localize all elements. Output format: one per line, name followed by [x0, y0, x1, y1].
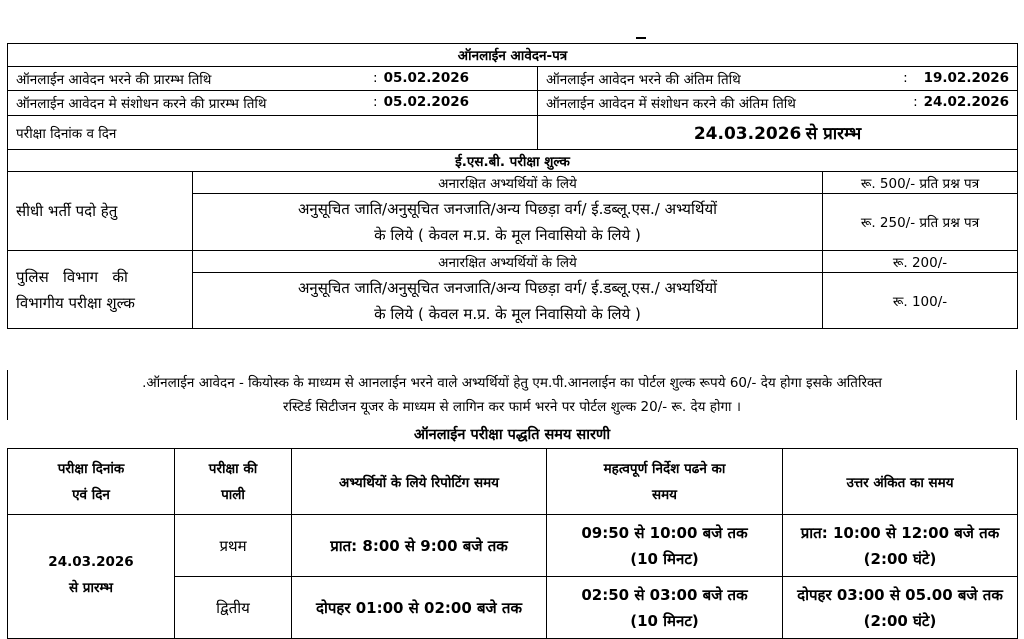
- correction-start-cell: ऑनलाईन आवेदन मे संशोधन करने की प्रारम्भ तिथि : 05.02.2026: [8, 91, 538, 116]
- police-departmental-label: पुलिस विभाग की विभागीय परीक्षा शुल्क: [8, 251, 193, 329]
- instructions-first: 09:50 से 10:00 बजे तक (10 मिनट): [547, 515, 783, 577]
- end-date-cell: ऑनलाईन आवेदन भरने की अंतिम तिथि : 19.02.2026: [538, 67, 1018, 91]
- header-reporting: अभ्यर्थियों के लिये रिपोटिंग समय: [292, 449, 547, 515]
- direct-reserved-label: अनुसूचित जाति/अनुसूचित जनजाति/अन्य पिछड़ा वर्ग/ ई.डब्लू.एस./ अभ्यर्थियों के लिये ( केवल म.प्र. के मूल निवासियो के लिये ): [193, 194, 823, 251]
- schedule-title: ऑनलाईन परीक्षा पद्धति समय सारणी: [413, 427, 611, 443]
- application-table: [7, 43, 1018, 329]
- direct-recruitment-label: सीधी भर्ती पदो हेतु: [8, 172, 193, 251]
- start-date-value: 05.02.2026: [383, 69, 469, 86]
- shift-first: प्रथम: [175, 515, 292, 577]
- answer-first: प्रात: 10:00 से 12:00 बजे तक (2:00 घंटे): [783, 515, 1018, 577]
- start-date-cell: ऑनलाईन आवेदन भरने की प्रारम्भ तिथि : 05.02.2026: [8, 67, 538, 91]
- direct-unreserved-label: अनारक्षित अभ्यर्थियों के लिये: [193, 172, 823, 194]
- answer-second: दोपहर 03:00 से 05.00 बजे तक (2:00 घंटे): [783, 577, 1018, 639]
- correction-end-cell: ऑनलाईन आवेदन में संशोधन करने की अंतिम तिथि : 24.02.2026: [538, 91, 1018, 116]
- correction-start-label: ऑनलाईन आवेदन मे संशोधन करने की प्रारम्भ तिथि: [16, 96, 267, 112]
- header-instructions: महत्वपूर्ण निर्देश पढने का समय: [547, 449, 783, 515]
- correction-end-value: 24.02.2026: [923, 94, 1010, 110]
- start-date-label: ऑनलाईन आवेदन भरने की प्रारम्भ तिथि: [16, 71, 212, 88]
- portal-note-line1: .ऑनलाईन आवेदन - कियोस्क के माध्यम से आनलाईन भरने वाले अभ्यर्थियों हेतु एम.पी.आनलाईन का पोर्टल शुल्क रूपये 60/- देय होगा इसके अतिरिक्त: [142, 375, 882, 391]
- police-unreserved-amount: रू. 200/-: [823, 251, 1018, 273]
- fee-title: ई.एस.बी. परीक्षा शुल्क: [8, 150, 1018, 172]
- end-date-value: 19.02.2026: [923, 69, 1010, 86]
- correction-end-label: ऑनलाईन आवेदन में संशोधन करने की अंतिम तिथि: [546, 96, 796, 112]
- police-unreserved-label: अनारक्षित अभ्यर्थियों के लिये: [193, 251, 823, 273]
- direct-reserved-amount: रू. 250/- प्रति प्रश्न पत्र: [823, 194, 1018, 251]
- schedule-table: [7, 448, 1018, 639]
- page-mark: [636, 37, 646, 39]
- police-reserved-label: अनुसूचित जाति/अनुसूचित जनजाति/अन्य पिछड़ा वर्ग/ ई.डब्लू.एस./ अभ्यर्थियों के लिये ( केवल म.प्र. के मूल निवासियो के लिये ): [193, 273, 823, 329]
- application-title: ऑनलाईन आवेदन-पत्र: [8, 44, 1018, 67]
- header-answer: उत्तर अंकित का समय: [783, 449, 1018, 515]
- portal-note-line2: रस्टिर्ड सिटीजन यूजर के माध्यम से लागिन कर फार्म भरने पर पोर्टल शुल्क 20/- रू. देय होगा ।: [283, 399, 741, 415]
- reporting-second: दोपहर 01:00 से 02:00 बजे तक: [292, 577, 547, 639]
- reporting-first: प्रात: 8:00 से 9:00 बजे तक: [292, 515, 547, 577]
- schedule-date: 24.03.2026 से प्रारम्भ: [8, 515, 175, 639]
- shift-second: द्वितीय: [175, 577, 292, 639]
- header-date: परीक्षा दिनांक एवं दिन: [8, 449, 175, 515]
- portal-fee-note: [7, 370, 1017, 420]
- end-date-label: ऑनलाईन आवेदन भरने की अंतिम तिथि: [546, 71, 741, 88]
- exam-date-value: 24.03.2026 से प्रारम्भ: [538, 116, 1018, 150]
- instructions-second: 02:50 से 03:00 बजे तक (10 मिनट): [547, 577, 783, 639]
- correction-start-value: 05.02.2026: [383, 94, 469, 110]
- header-shift: परीक्षा की पाली: [175, 449, 292, 515]
- direct-unreserved-amount: रू. 500/- प्रति प्रश्न पत्र: [823, 172, 1018, 194]
- exam-date-label: परीक्षा दिनांक व दिन: [8, 116, 538, 150]
- police-reserved-amount: रू. 100/-: [823, 273, 1018, 329]
- table-row: [8, 515, 1018, 577]
